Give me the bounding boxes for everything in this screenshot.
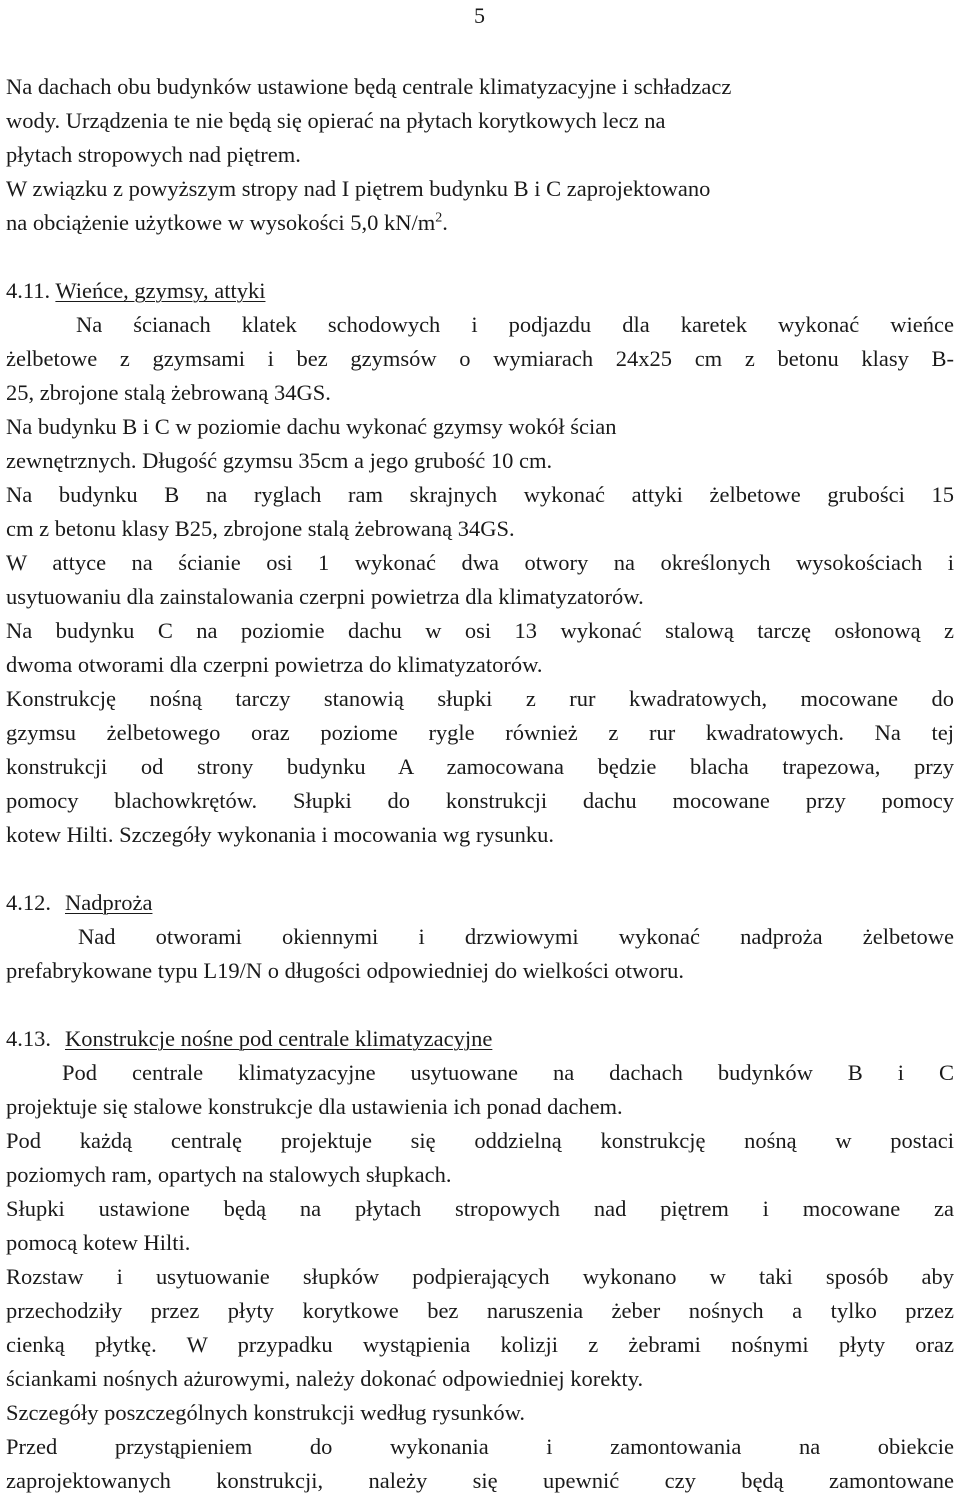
section-4-13-line: przechodziły przez płyty korytkowe bez naruszenia żeber nośnych a tylko przez xyxy=(6,1298,954,1323)
section-4-13-line: Pod centrale klimatyzacyjne usytuowane na dachach budynków B i C xyxy=(62,1060,954,1085)
section-4-11-line: Konstrukcję nośną tarczy stanowią słupki z rur kwadratowych, mocowane do xyxy=(6,686,954,711)
intro-line-5-text: na obciążenie użytkowe w wysokości 5,0 kN/m xyxy=(6,210,436,235)
section-number: 4.12. xyxy=(6,890,51,915)
section-4-11-line: kotew Hilti. Szczegóły wykonania i mocowania wg rysunku. xyxy=(6,822,555,847)
section-4-13-line: zaprojektowanych konstrukcji, należy się upewnić czy będą zamontowane xyxy=(6,1468,954,1493)
section-4-13-line: cienką płytkę. W przypadku wystąpienia kolizji z żebrami nośnymi płyty oraz xyxy=(6,1332,954,1357)
section-4-13-line: Pod każdą centralę projektuje się oddzielną konstrukcję nośną w postaci xyxy=(6,1128,954,1153)
spacer xyxy=(6,988,954,1022)
section-4-11-line: W attyce na ścianie osi 1 wykonać dwa otwory na określonych wysokościach i xyxy=(6,550,954,575)
section-4-13-line: projektuje się stalowe konstrukcje dla ustawienia ich ponad dachem. xyxy=(6,1094,623,1119)
page-number: 5 xyxy=(474,3,485,28)
section-4-11-line: konstrukcji od strony budynku A zamocowana będzie blacha trapezowa, przy xyxy=(6,754,954,779)
section-4-12-line: prefabrykowane typu L19/N o długości odpowiedniej do wielkości otworu. xyxy=(6,958,684,983)
section-4-11-line: Na budynku B na ryglach ram skrajnych wykonać attyki żelbetowe grubości 15 xyxy=(6,482,954,507)
section-4-11-line: 25, zbrojone stalą żebrowaną 34GS. xyxy=(6,380,331,405)
section-title: Wieńce, gzymsy, attyki xyxy=(55,278,266,303)
section-4-11-line: cm z betonu klasy B25, zbrojone stalą żebrowaną 34GS. xyxy=(6,516,515,541)
section-4-11-line: dwoma otworami dla czerpni powietrza do klimatyzatorów. xyxy=(6,652,543,677)
section-4-13-heading xyxy=(6,1022,954,1056)
section-4-11-line: usytuowaniu dla zainstalowania czerpni powietrza dla klimatyzatorów. xyxy=(6,584,644,609)
section-4-13-line: poziomych ram, opartych na stalowych słupkach. xyxy=(6,1162,452,1187)
intro-line-4: W związku z powyższym stropy nad I piętrem budynku B i C zaprojektowano xyxy=(6,176,711,201)
section-number: 4.13. xyxy=(6,1026,51,1051)
section-4-13-line: Przed przystąpieniem do wykonania i zamontowania na obiekcie xyxy=(6,1434,954,1459)
section-title: Konstrukcje nośne pod centrale klimatyzacyjne xyxy=(65,1026,493,1051)
section-4-11-line: żelbetowe z gzymsami i bez gzymsów o wymiarach 24x25 cm z betonu klasy B- xyxy=(6,346,954,371)
section-4-11-line: gzymsu żelbetowego oraz poziome rygle również z rur kwadratowych. Na tej xyxy=(6,720,954,745)
section-4-13-line: Słupki ustawione będą na płytach stropowych nad piętrem i mocowane za xyxy=(6,1196,954,1221)
document-body xyxy=(6,70,954,1498)
spacer xyxy=(6,240,954,274)
intro-line-5 xyxy=(6,206,954,240)
section-number: 4.11. xyxy=(6,278,56,303)
spacer xyxy=(6,852,954,886)
section-4-13-line: Rozstaw i usytuowanie słupków podpierających wykonano w taki sposób aby xyxy=(6,1264,954,1289)
intro-line-3: płytach stropowych nad piętrem. xyxy=(6,142,301,167)
section-4-11-line: Na budynku C na poziomie dachu w osi 13 wykonać stalową tarczę osłonową z xyxy=(6,618,954,643)
section-4-11-line: Na ścianach klatek schodowych i podjazdu dla karetek wykonać wieńce xyxy=(76,312,954,337)
section-4-13-line: Szczegóły poszczególnych konstrukcji według rysunków. xyxy=(6,1400,526,1425)
section-4-13-line: ściankami nośnych ażurowymi, należy dokonać odpowiedniej korekty. xyxy=(6,1366,644,1391)
intro-line-5-end: . xyxy=(442,210,448,235)
section-4-11-line: Na budynku B i C w poziomie dachu wykonać gzymsy wokół ścian xyxy=(6,414,617,439)
unit-exponent: 2 xyxy=(435,210,443,226)
section-4-11-line: zewnętrznych. Długość gzymsu 35cm a jego grubość 10 cm. xyxy=(6,448,553,473)
section-4-11-heading xyxy=(6,274,954,308)
section-4-12-line: Nad otworami okiennymi i drzwiowymi wykonać nadproża żelbetowe xyxy=(78,924,954,949)
intro-line-1: Na dachach obu budynków ustawione będą centrale klimatyzacyjne i schładzacz xyxy=(6,74,732,99)
section-4-12-heading xyxy=(6,886,954,920)
section-4-11-line: pomocy blachowkrętów. Słupki do konstrukcji dachu mocowane przy pomocy xyxy=(6,788,954,813)
section-title: Nadproża xyxy=(65,890,153,915)
intro-line-2: wody. Urządzenia te nie będą się opierać na płytach korytkowych lecz na xyxy=(6,108,666,133)
section-4-13-line: pomocą kotew Hilti. xyxy=(6,1230,191,1255)
